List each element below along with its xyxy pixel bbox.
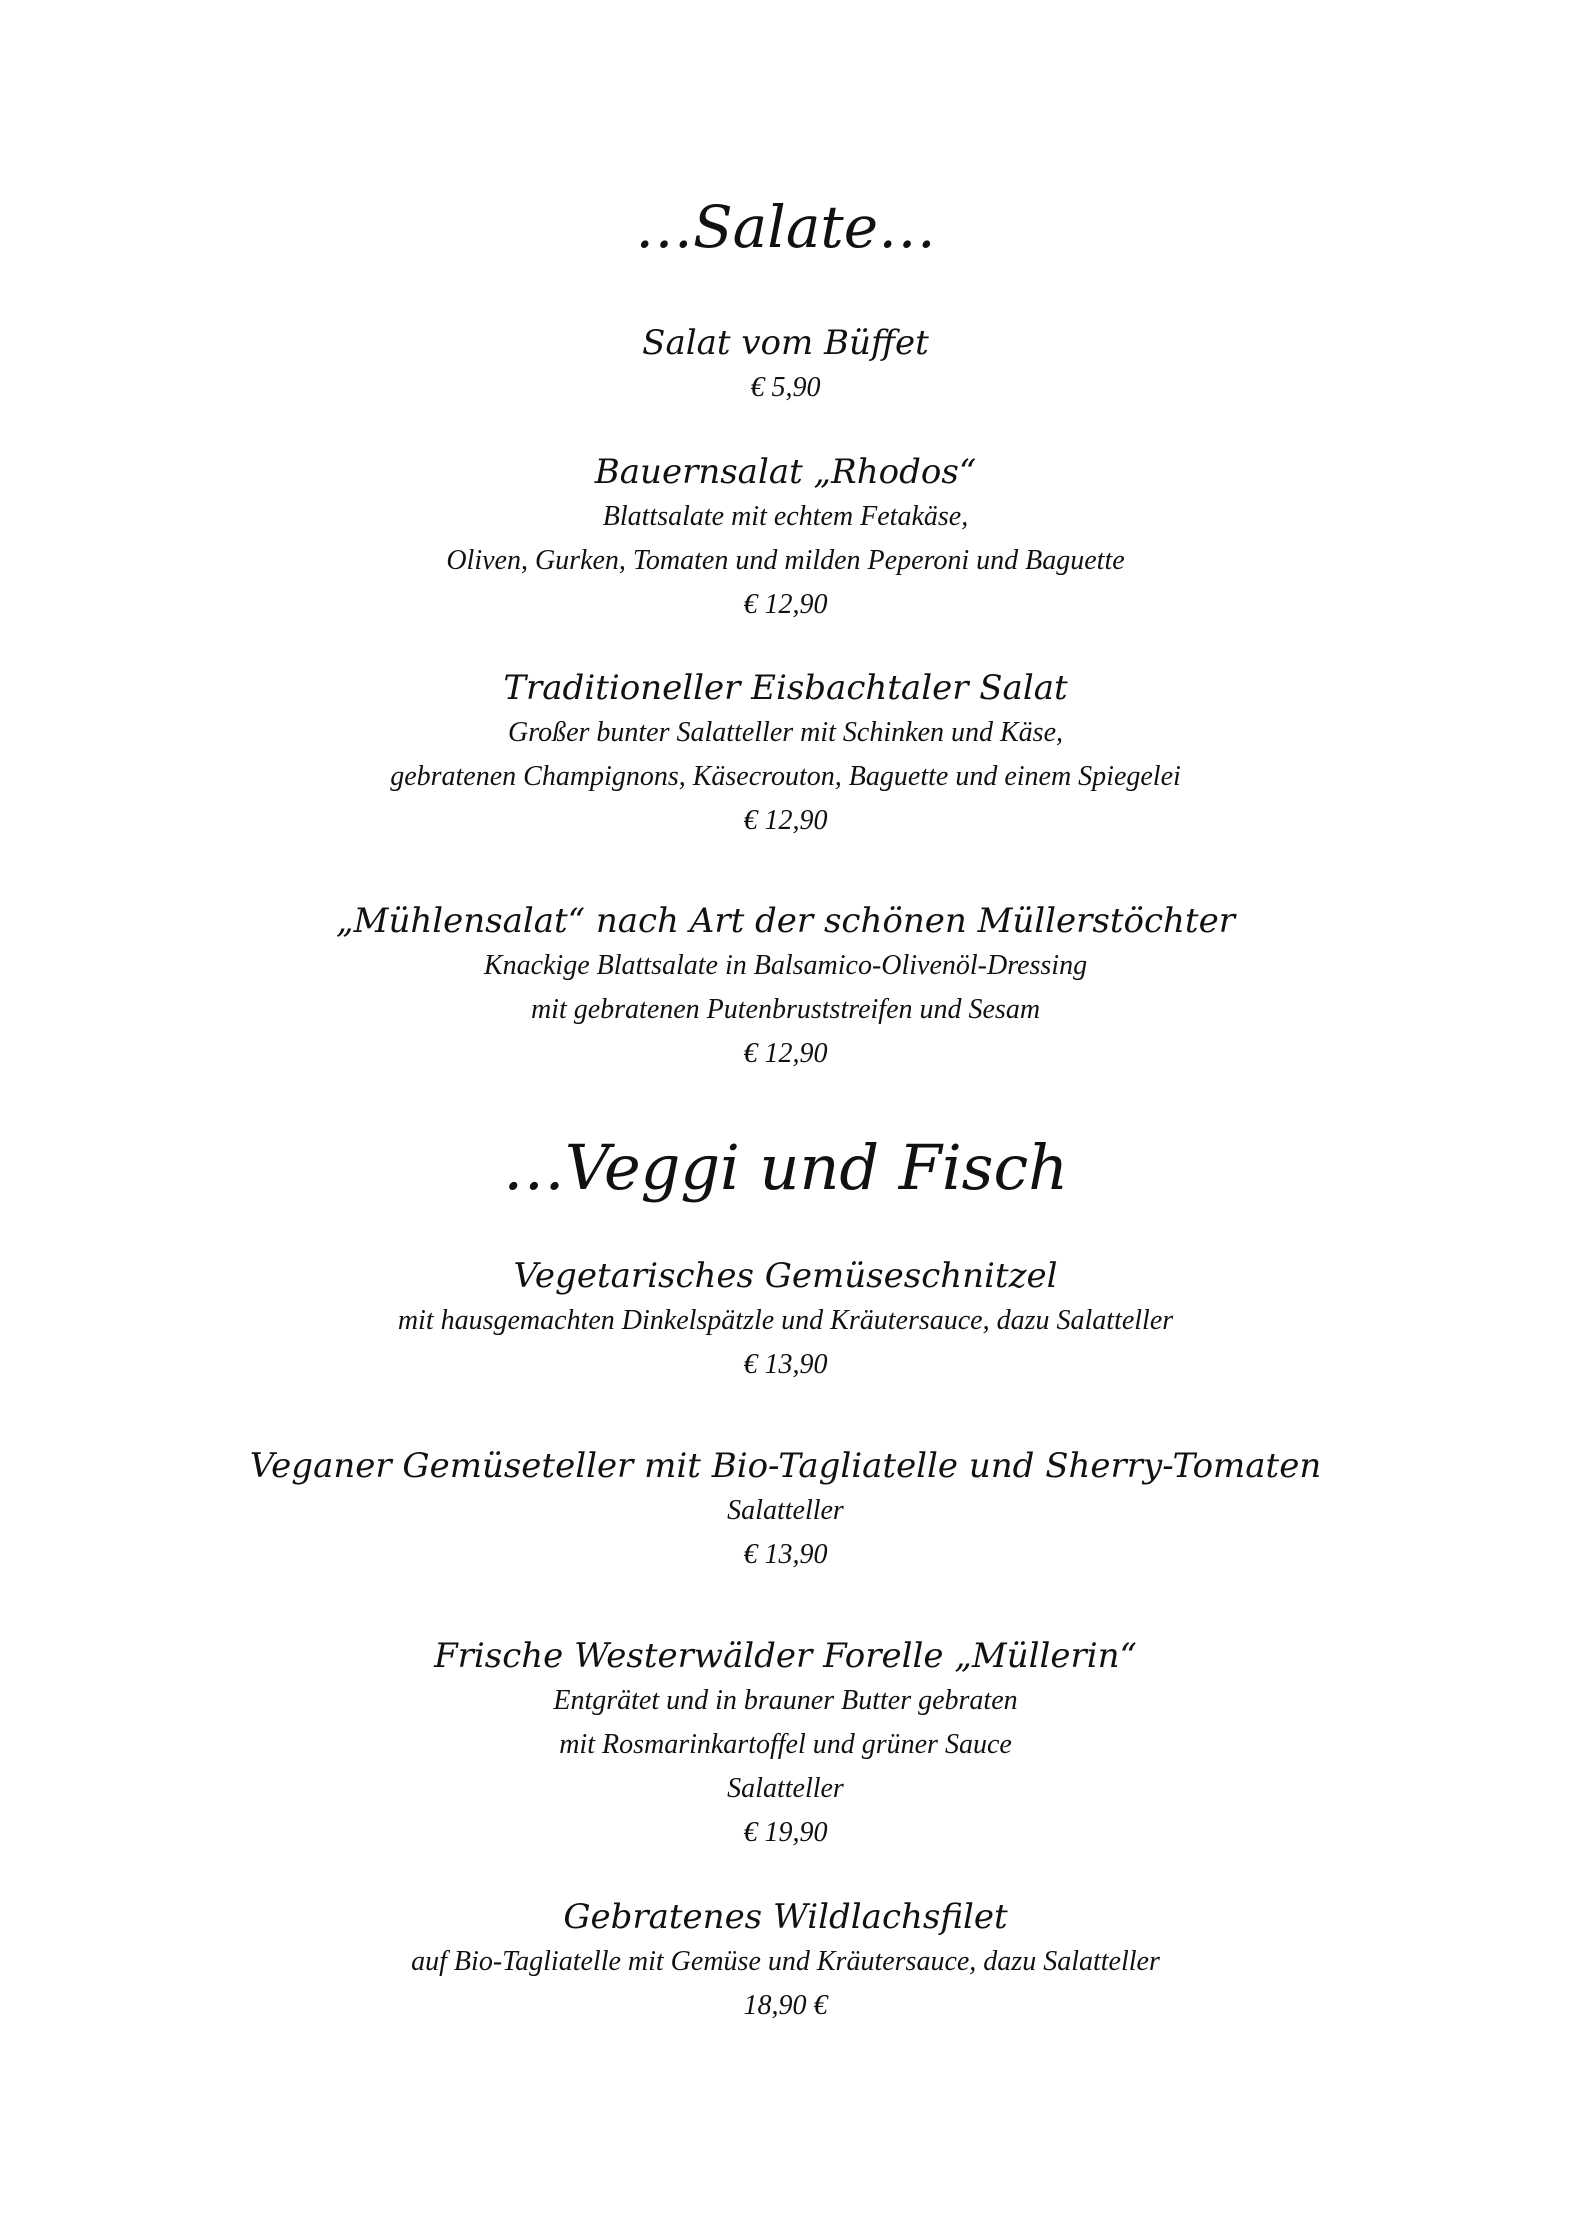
item-description-line: Salatteller: [727, 1495, 844, 1526]
item-description-line: Salatteller: [727, 1773, 844, 1804]
item-price: € 12,90: [743, 589, 828, 620]
section-title-salate: …Salate…: [634, 193, 937, 261]
item-name: Bauernsalat „Rhodos“: [594, 452, 977, 492]
item-name: Frische Westerwälder Forelle „Müllerin“: [434, 1636, 1137, 1676]
item-description-line: Oliven, Gurken, Tomaten und milden Peperoni und Baguette: [446, 545, 1125, 576]
item-price: € 19,90: [743, 1817, 828, 1848]
item-price: € 12,90: [743, 805, 828, 836]
item-name: „Mühlensalat“ nach Art der schönen Müllerstöchter: [336, 901, 1235, 941]
item-name: Gebratenes Wildlachsfilet: [563, 1897, 1008, 1937]
item-name: Vegetarisches Gemüseschnitzel: [513, 1256, 1058, 1296]
item-name: Veganer Gemüseteller mit Bio-Tagliatelle und Sherry-Tomaten: [249, 1446, 1322, 1486]
item-price: € 13,90: [743, 1539, 828, 1570]
item-description-line: auf Bio-Tagliatelle mit Gemüse und Kräutersauce, dazu Salatteller: [411, 1946, 1160, 1977]
item-price: € 13,90: [743, 1349, 828, 1380]
item-description-line: Blattsalate mit echtem Fetakäse,: [602, 501, 969, 532]
item-name: Traditioneller Eisbachtaler Salat: [503, 668, 1068, 708]
menu-item-bauernsalat: [0, 449, 1571, 627]
menu-item-forelle-muellerin: [0, 1633, 1571, 1855]
menu-item-gemueseschnitzel: [0, 1253, 1571, 1387]
menu-item-eisbachtaler-salat: [0, 665, 1571, 843]
menu-item-muehlensalat: [0, 898, 1571, 1076]
item-description-line: mit hausgemachten Dinkelspätzle und Kräutersauce, dazu Salatteller: [397, 1305, 1174, 1336]
menu-item-wildlachsfilet: [0, 1894, 1571, 2028]
item-description-line: mit Rosmarinkartoffel und grüner Sauce: [559, 1729, 1012, 1760]
item-name: Salat vom Büffet: [642, 323, 929, 363]
item-description-line: Großer bunter Salatteller mit Schinken und Käse,: [508, 717, 1063, 748]
section-title-veggi-und-fisch: …Veggi und Fisch: [502, 1131, 1069, 1204]
item-description-line: Knackige Blattsalate in Balsamico-Olivenöl-Dressing: [483, 950, 1088, 981]
item-description-line: mit gebratenen Putenbruststreifen und Sesam: [530, 994, 1041, 1025]
item-description-line: Entgrätet und in brauner Butter gebraten: [553, 1685, 1018, 1716]
menu-item-veganer-gemueseteller: [0, 1443, 1571, 1577]
item-price: € 12,90: [743, 1038, 828, 1069]
item-price: € 5,90: [750, 372, 821, 403]
item-description-line: gebratenen Champignons, Käsecrouton, Baguette und einem Spiegelei: [390, 761, 1181, 792]
menu-item-salat-vom-bueffet: [0, 320, 1571, 410]
item-price: 18,90 €: [743, 1990, 828, 2021]
